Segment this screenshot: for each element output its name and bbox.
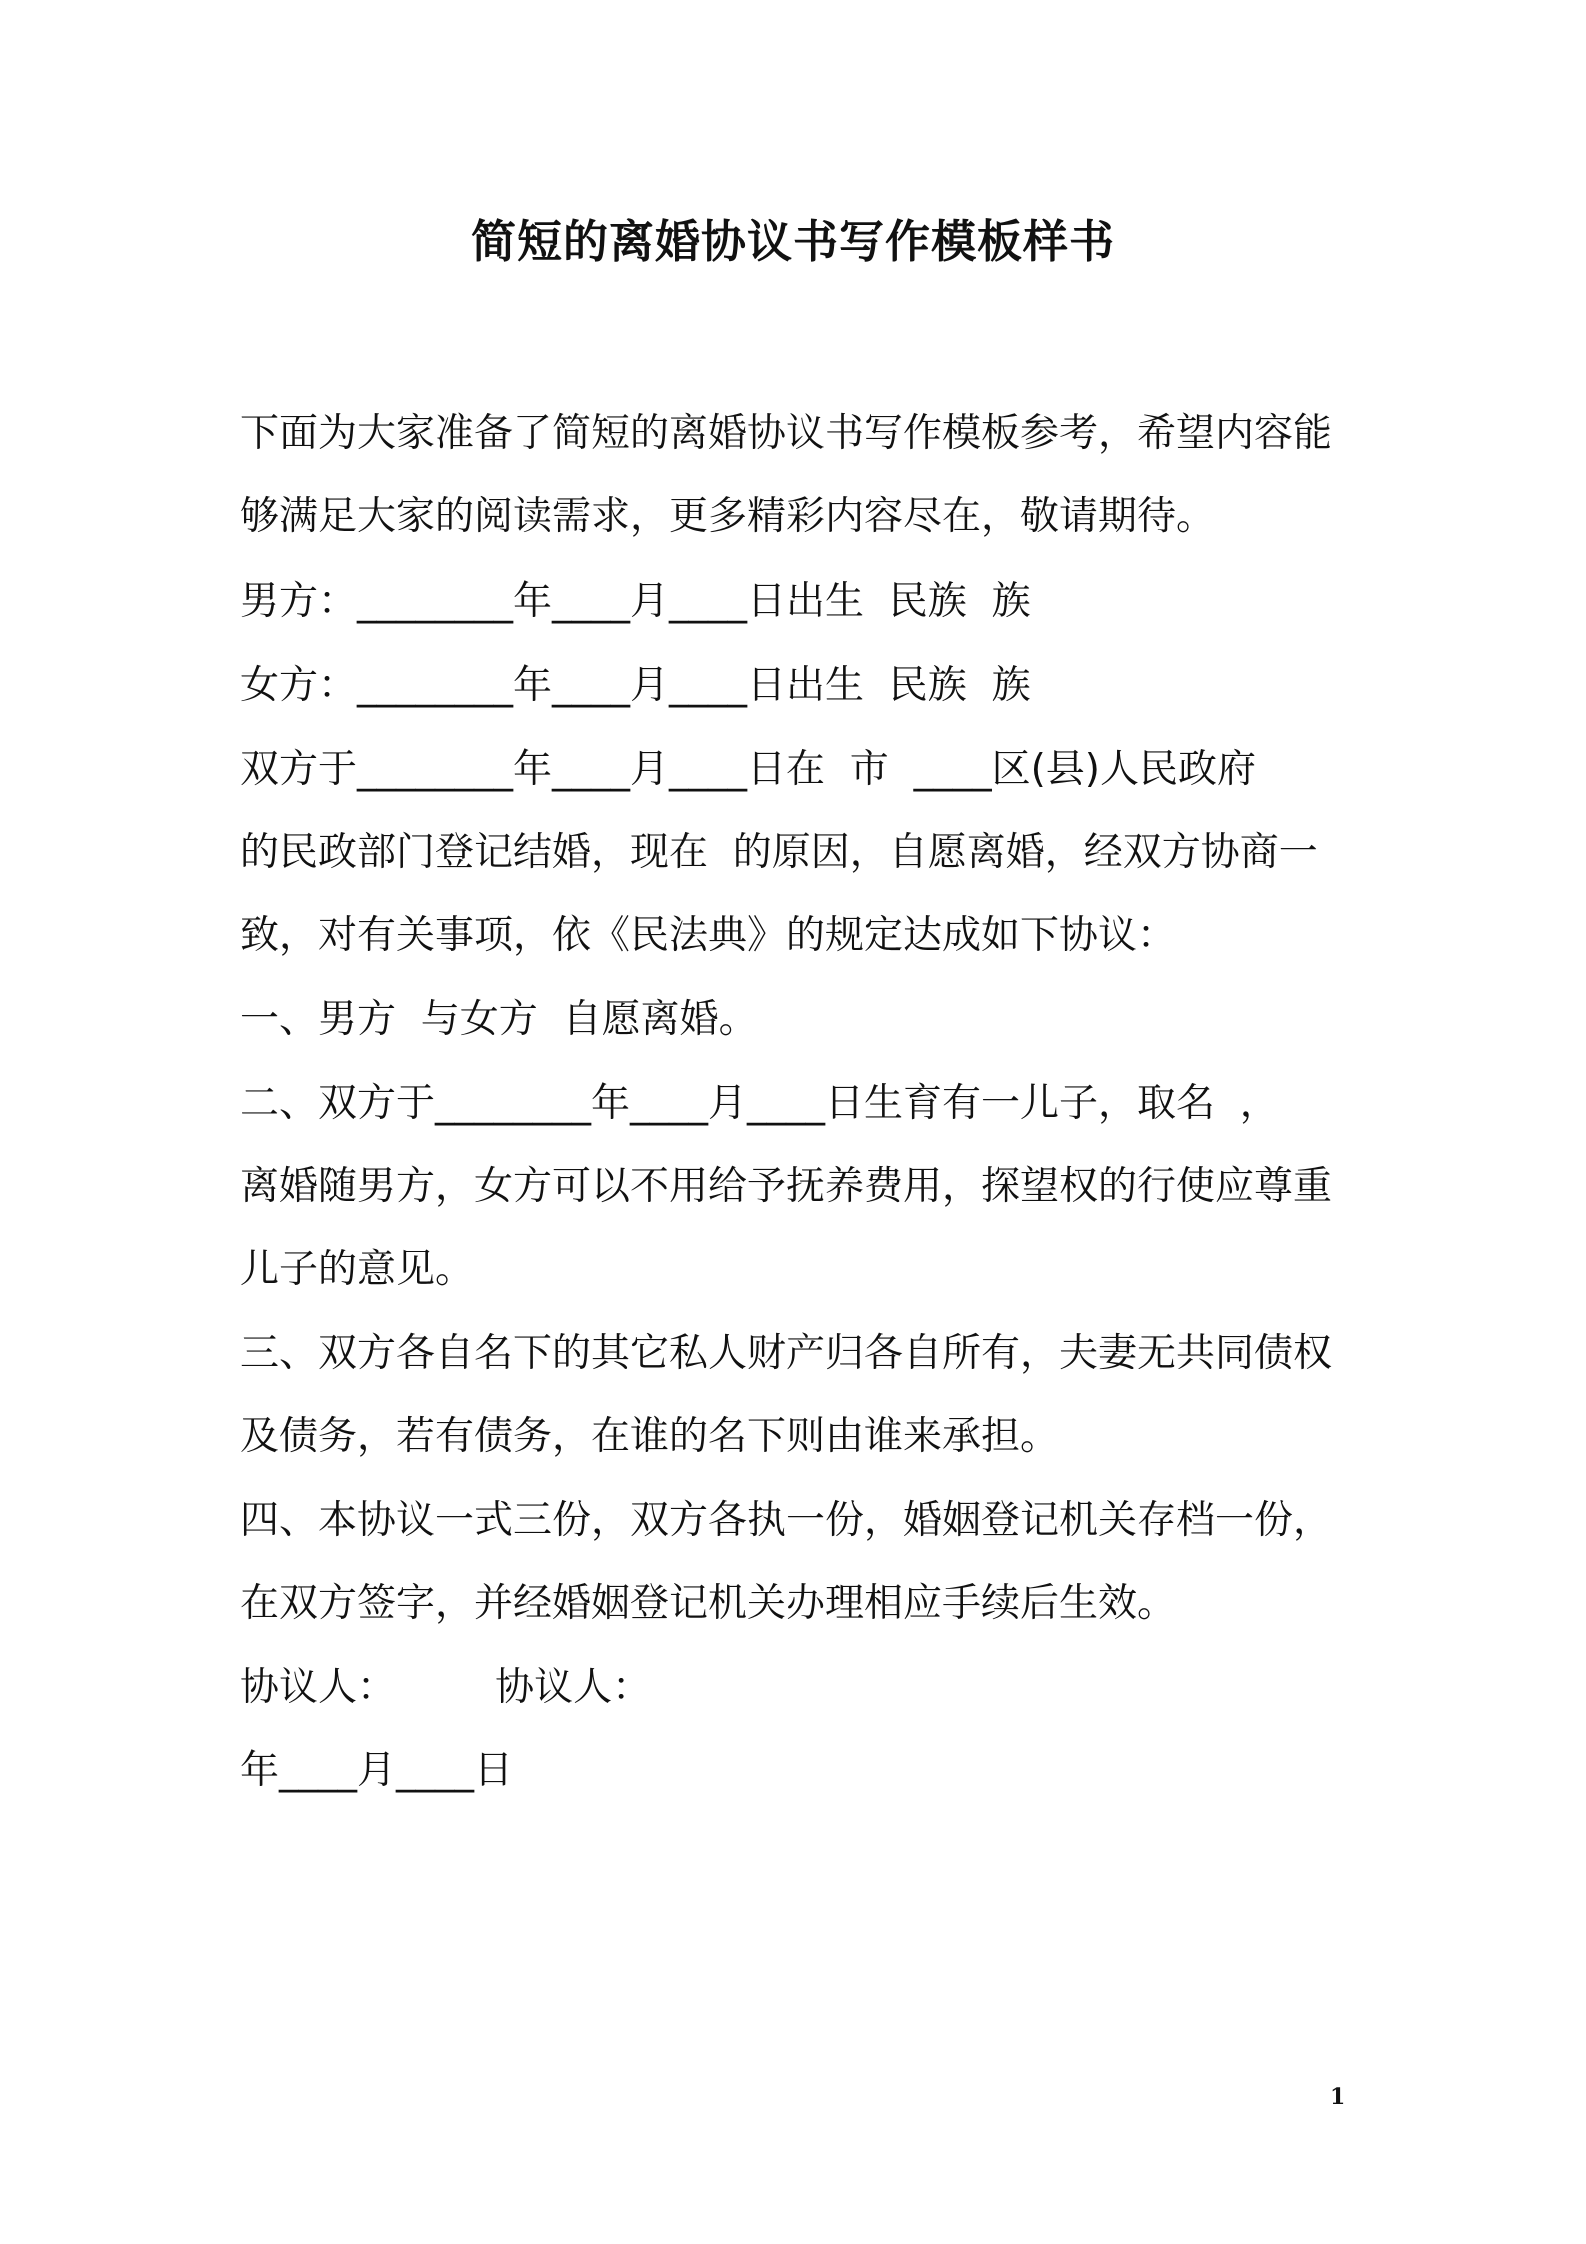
clause-2-line-2: 离婚随男方，女方可以不用给予抚养费用，探望权的行使应尊重	[240, 1164, 1333, 1209]
clause-3-line-1: 三、双方各自名下的其它私人财产归各自所有，夫妻无共同债权	[240, 1331, 1333, 1376]
marriage-registration-line-1: 双方于________年____月____日在 市 ____区(县)人民政府	[240, 747, 1257, 792]
clause-2-line-1: 二、双方于________年____月____日生育有一儿子，取名 ，	[240, 1081, 1279, 1126]
signatories-line: 协议人： 协议人：	[240, 1665, 652, 1710]
intro-line-1: 下面为大家准备了简短的离婚协议书写作模板参考，希望内容能	[240, 411, 1333, 456]
document-title: 简短的离婚协议书写作模板样书	[470, 215, 1115, 268]
clause-4-line-1: 四、本协议一式三份，双方各执一份，婚姻登记机关存档一份，	[240, 1498, 1333, 1543]
marriage-registration-line-2: 的民政部门登记结婚，现在 的原因，自愿离婚，经双方协商一	[240, 830, 1318, 875]
husband-info-line: 男方：________年____月____日出生 民族 族	[240, 579, 1031, 624]
wife-info-line: 女方：________年____月____日出生 民族 族	[240, 663, 1031, 708]
clause-2-line-3: 儿子的意见。	[240, 1247, 475, 1292]
date-line: 年____月____日	[240, 1748, 514, 1793]
clause-3-line-2: 及债务，若有债务，在谁的名下则由谁来承担。	[240, 1414, 1060, 1459]
clause-1-line: 一、男方 与女方 自愿离婚。	[240, 997, 758, 1042]
intro-line-2: 够满足大家的阅读需求，更多精彩内容尽在，敬请期待。	[240, 494, 1216, 539]
clause-4-line-2: 在双方签字，并经婚姻登记机关办理相应手续后生效。	[240, 1581, 1177, 1626]
page-number: 1	[1330, 2084, 1346, 2110]
marriage-registration-line-3: 致，对有关事项，依《民法典》的规定达成如下协议：	[240, 913, 1177, 958]
